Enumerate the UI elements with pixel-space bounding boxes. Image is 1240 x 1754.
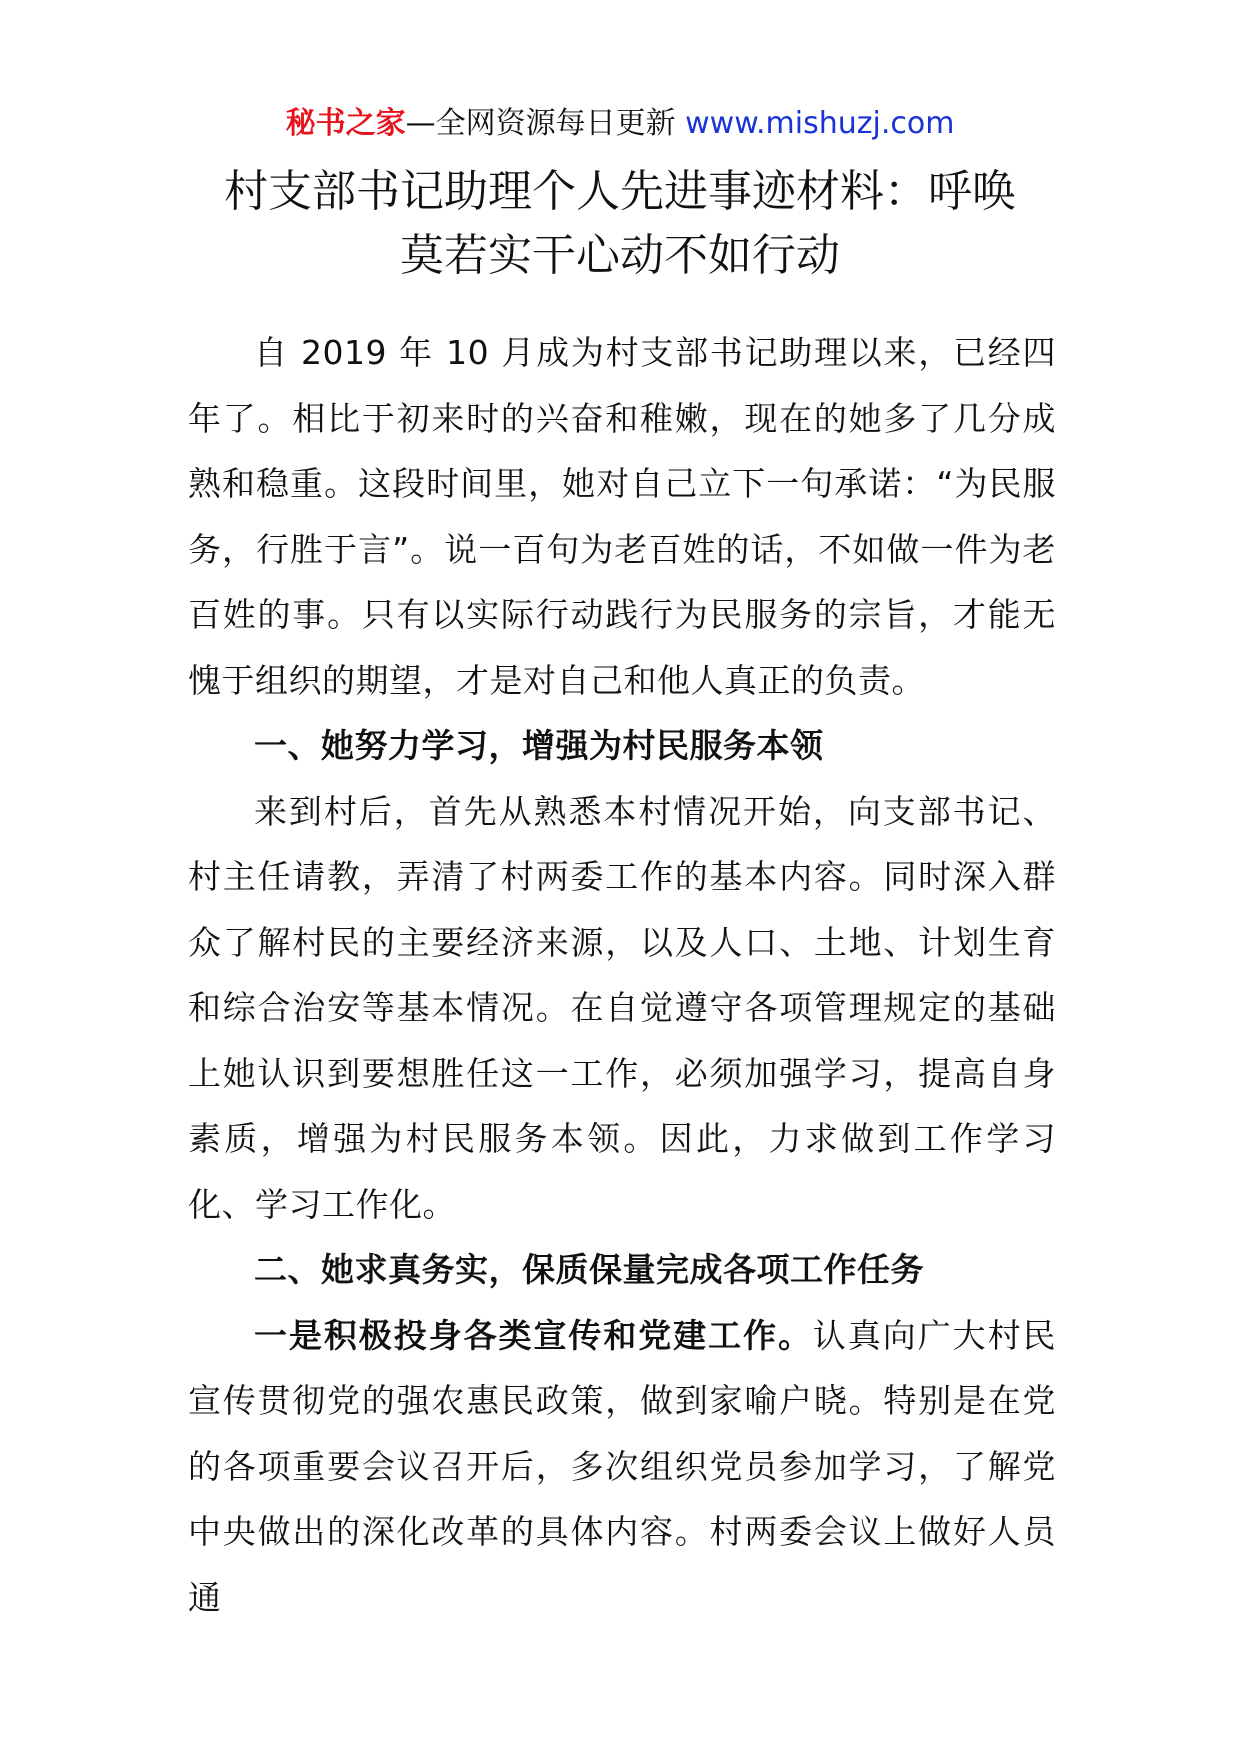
header-slogan: —全网资源每日更新 — [405, 106, 676, 141]
paragraph-lead-bold: 一是积极投身各类宣传和党建工作。 — [254, 1315, 813, 1355]
paragraph-propaganda — [188, 1303, 1056, 1631]
brand-name: 秘书之家 — [285, 106, 406, 141]
section-heading-2: 二、她求真务实，保质保量完成各项工作任务 — [254, 1250, 924, 1289]
document-body — [188, 320, 1056, 1630]
site-url-link[interactable]: www.mishuzj.com — [685, 106, 955, 141]
paragraph-propaganda-text: 认真向广大村民宣传贯彻党的强农惠民政策，做到家喻户晓。特别是在党的各项重要会议召开后，多次组织党员参加学习，了解党中央做出的深化改革的具体内容。村两委会议上做好人员通 — [188, 1315, 1057, 1617]
section-heading-1: 一、她努力学习，增强为村民服务本领 — [254, 726, 824, 765]
document-title — [150, 160, 1090, 288]
title-line-1: 村支部书记助理个人先进事迹材料：呼唤 — [224, 166, 1016, 217]
paragraph-study: 来到村后，首先从熟悉本村情况开始，向支部书记、村主任请教，弄清了村两委工作的基本内容。同时深入群众了解村民的主要经济来源，以及人口、土地、计划生育和综合治安等基本情况。在自觉遵守各项管理规定的基础上她认识到要想胜任这一工作，必须加强学习，提高自身素质，增强为村民服务本领。因此，力求做到工作学习化、学习工作化。 — [188, 791, 1056, 1224]
title-line-2: 莫若实干心动不如行动 — [400, 230, 840, 281]
paragraph-intro: 自 2019 年 10 月成为村支部书记助理以来，已经四年了。相比于初来时的兴奋和稚嫩，现在的她多了几分成熟和稳重。这段时间里，她对自己立下一句承诺：“为民服务，行胜于言”。说一百句为老百姓的话，不如做一件为老百姓的事。只有以实际行动践行为民服务的宗旨，才能无愧于组织的期望，才是对自己和他人真正的负责。 — [188, 333, 1056, 700]
site-header — [0, 102, 1240, 146]
